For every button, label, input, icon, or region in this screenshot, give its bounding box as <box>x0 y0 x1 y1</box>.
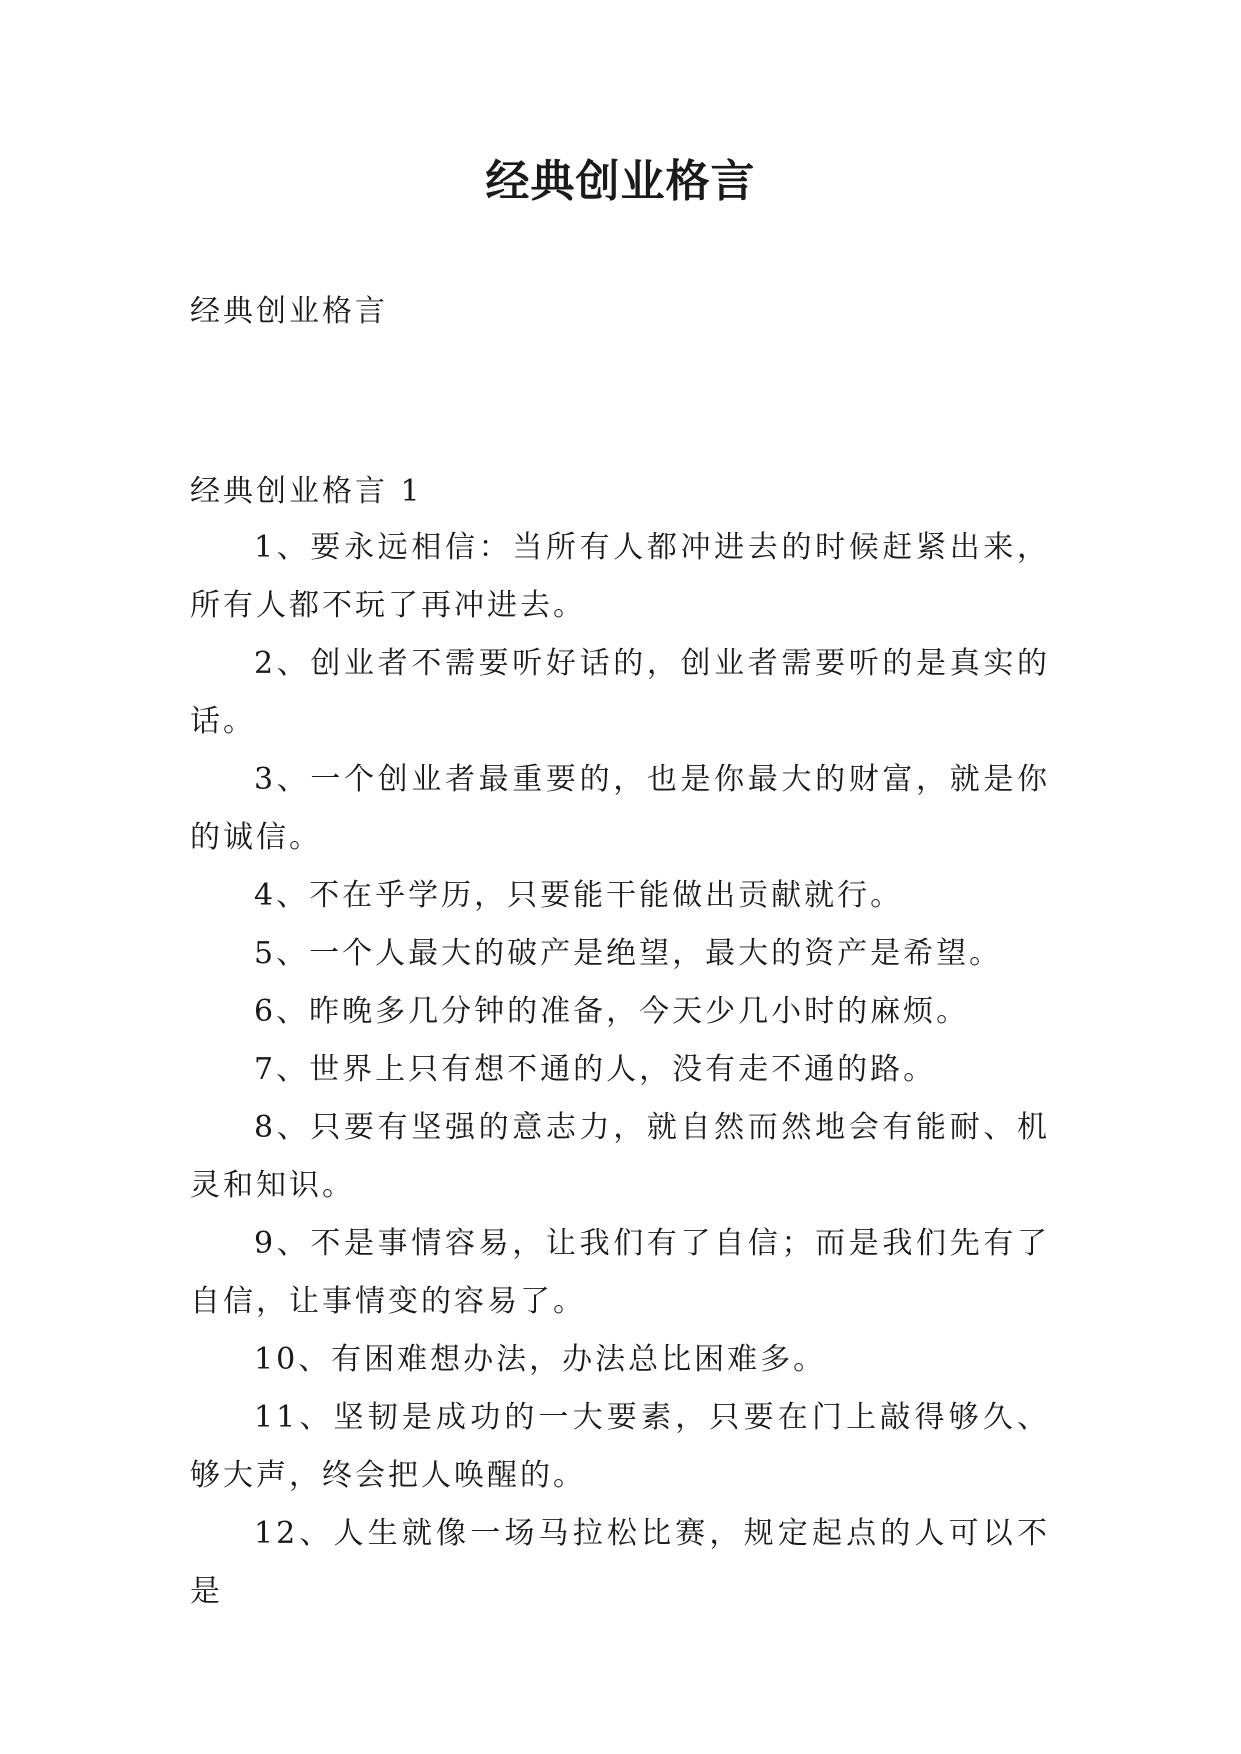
quote-item-3: 3、一个创业者最重要的，也是你最大的财富，就是你的诚信。 <box>190 762 1050 855</box>
quote-item-12: 12、人生就像一场马拉松比赛，规定起点的人可以不是 <box>190 1516 1050 1609</box>
quote-item-10: 10、有困难想办法，办法总比困难多。 <box>254 1342 827 1377</box>
section-heading: 经典创业格言 1 <box>190 474 423 509</box>
quote-item-1: 1、要永远相信：当所有人都冲进去的时候赶紧出来，所有人都不玩了再冲进去。 <box>190 530 1050 623</box>
quote-item-2: 2、创业者不需要听好话的，创业者需要听的是真实的话。 <box>190 646 1050 739</box>
quote-item-5: 5、一个人最大的破产是绝望，最大的资产是希望。 <box>254 936 1003 971</box>
quote-item-4: 4、不在乎学历，只要能干能做出贡献就行。 <box>254 878 904 913</box>
document-body <box>190 467 1050 1621</box>
quote-item-7: 7、世界上只有想不通的人，没有走不通的路。 <box>254 1052 937 1087</box>
quote-item-6: 6、昨晚多几分钟的准备，今天少几小时的麻烦。 <box>254 994 970 1029</box>
quote-item-9: 9、不是事情容易，让我们有了自信；而是我们先有了自信，让事情变的容易了。 <box>190 1226 1050 1319</box>
document-title: 经典创业格言 <box>485 156 756 207</box>
quote-item-8: 8、只要有坚强的意志力，就自然而然地会有能耐、机灵和知识。 <box>190 1110 1050 1203</box>
document-subtitle: 经典创业格言 <box>190 294 388 329</box>
quote-item-11: 11、坚韧是成功的一大要素，只要在门上敲得够久、够大声，终会把人唤醒的。 <box>190 1400 1050 1493</box>
